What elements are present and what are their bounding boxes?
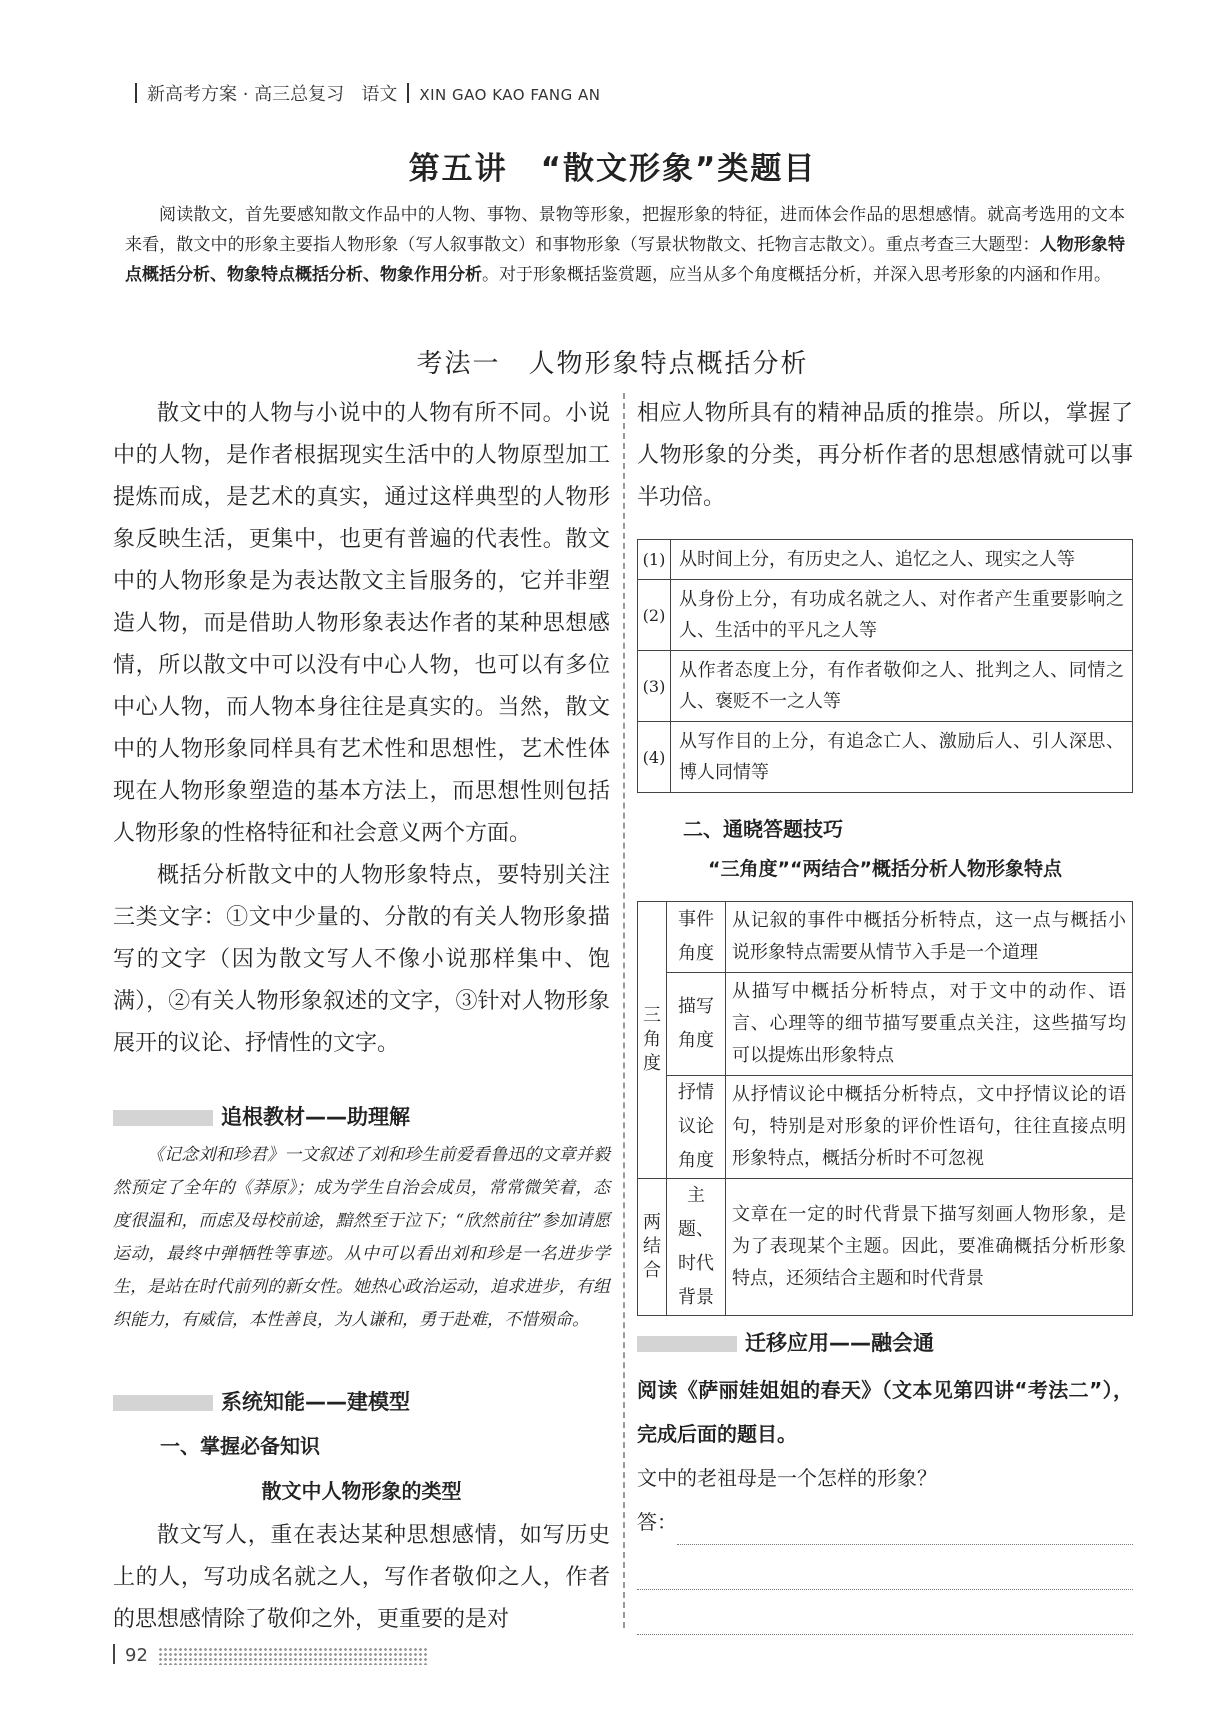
answer-label: 答： bbox=[637, 1510, 677, 1534]
angle-label: 抒情议论角度 bbox=[667, 1076, 726, 1179]
table-row bbox=[638, 722, 1133, 793]
footer-divider bbox=[113, 1644, 115, 1664]
left-para-2: 概括分析散文中的人物形象特点，要特别关注三类文字：①文中少量的、分散的有关人物形象描写的文字（因为散文写人不像小说那样集中、饱满），②有关人物形象叙述的文字，③针对人物形象展开的议论、抒情性的文字。 bbox=[113, 863, 610, 1056]
angle-text: 从描写中概括分析特点，对于文中的动作、语言、心理等的细节描写要重点关注，这些描写均可以提炼出形象特点 bbox=[726, 973, 1133, 1076]
answer-line[interactable] bbox=[677, 1500, 1133, 1545]
header-divider bbox=[407, 83, 409, 103]
note-text: 《记念刘和珍君》一文叙述了刘和珍生前爱看鲁迅的文章并毅然预定了全年的《莽原》；成为学生自治会成员，常常微笑着，态度很温和，而虑及母校前途，黯然至于泣下；“欣然前往”参加请愿运动，最终中弹牺牲等事迹。从中可以看出刘和珍是一名进步学生，是站在时代前列的新女性。她热心政治运动，追求进步，有组织能力，有威信，本性善良，为人谦和，勇于赴难，不惜殒命。 bbox=[113, 1145, 610, 1330]
group-label: 两结合 bbox=[638, 1179, 667, 1316]
banner-bar bbox=[113, 1395, 213, 1411]
group-label: 三角度 bbox=[638, 902, 667, 1179]
subheading-angles: “三角度”“两结合”概括分析人物形象特点 bbox=[708, 858, 1062, 880]
row-number: (4) bbox=[638, 722, 671, 793]
running-header bbox=[125, 80, 600, 106]
textbook-note bbox=[113, 1139, 610, 1337]
answer-line[interactable] bbox=[637, 1545, 1133, 1590]
angle-text: 从抒情议论中概括分析特点，文中抒情议论的语句，特别是对形象的评价性语句，往往直接点明形象特点，概括分析时不可忽视 bbox=[726, 1076, 1133, 1179]
exercise-question: 文中的老祖母是一个怎样的形象？ bbox=[637, 1466, 937, 1490]
banner-label: 系统知能——建模型 bbox=[221, 1390, 410, 1414]
left-para-1: 散文中的人物与小说中的人物有所不同。小说中的人物，是作者根据现实生活中的人物原型加工提炼而成，是艺术的真实，通过这样典型的人物形象反映生活，更集中，也更有普遍的代表性。散文中的人物形象是为表达散文主旨服务的，它并非塑造人物，而是借助人物形象表达作者的某种思想感情，所以散文中可以没有中心人物，也可以有多位中心人物，而人物本身往往是真实的。当然，散文中的人物形象同样具有艺术性和思想性，艺术性体现在人物形象塑造的基本方法上，而思想性则包括人物形象的性格特征和社会意义两个方面。 bbox=[113, 401, 610, 846]
row-number: (2) bbox=[638, 580, 671, 651]
angle-label: 描写角度 bbox=[667, 973, 726, 1076]
intro-paragraph bbox=[125, 200, 1125, 290]
angle-label: 主题、时代背景 bbox=[667, 1179, 726, 1316]
table-row bbox=[638, 973, 1133, 1076]
exercise bbox=[637, 1368, 1133, 1635]
subheading-skills: 二、通晓答题技巧 bbox=[683, 817, 843, 841]
table-row bbox=[638, 651, 1133, 722]
banner-bar bbox=[637, 1336, 737, 1352]
left-para-3-wrap bbox=[113, 1515, 610, 1641]
angle-text: 从记叙的事件中概括分析特点，这一点与概括小说形象特点需要从情节入手是一个道理 bbox=[726, 902, 1133, 973]
row-text: 从作者态度上分，有作者敬仰之人、批判之人、同情之人、褒贬不一之人等 bbox=[671, 651, 1133, 722]
types-table bbox=[637, 539, 1133, 793]
subheading-knowledge: 一、掌握必备知识 bbox=[160, 1434, 320, 1458]
left-para-3: 散文写人，重在表达某种思想感情，如写历史上的人，写功成名就之人，写作者敬仰之人，作者的思想感情除了敬仰之外，更重要的是对 bbox=[113, 1523, 610, 1632]
page-footer bbox=[113, 1644, 428, 1666]
banner-textbook bbox=[113, 1101, 410, 1131]
section-title: 考法一 人物形象特点概括分析 bbox=[416, 349, 809, 379]
footer-dot-pattern bbox=[158, 1647, 428, 1665]
table-row bbox=[638, 580, 1133, 651]
table-row bbox=[638, 1076, 1133, 1179]
intro-bold: 人物形象特点概括分析、物象特点概括分析、物象作用分析 bbox=[125, 235, 1126, 285]
answer-line[interactable] bbox=[637, 1590, 1133, 1635]
banner-system bbox=[113, 1386, 410, 1416]
page-title: 第五讲 “散文形象”类题目 bbox=[408, 151, 817, 187]
row-text: 从时间上分，有历史之人、追忆之人、现实之人等 bbox=[671, 540, 1133, 580]
header-series: 新高考方案 · 高三总复习 bbox=[147, 84, 345, 105]
row-text: 从身份上分，有功成名就之人、对作者产生重要影响之人、生活中的平凡之人等 bbox=[671, 580, 1133, 651]
header-english: XIN GAO KAO FANG AN bbox=[419, 86, 601, 104]
banner-transfer bbox=[637, 1327, 934, 1357]
answer-row bbox=[637, 1500, 1133, 1545]
right-para-1: 相应人物所具有的精神品质的推崇。所以，掌握了人物形象的分类，再分析作者的思想感情就可以事半功倍。 bbox=[637, 401, 1133, 510]
banner-bar bbox=[113, 1110, 213, 1126]
subheading-types: 散文中人物形象的类型 bbox=[261, 1479, 462, 1503]
banner-label: 追根教材——助理解 bbox=[221, 1105, 410, 1129]
left-column bbox=[113, 393, 610, 1065]
techniques-table bbox=[637, 901, 1133, 1316]
header-divider bbox=[135, 83, 137, 103]
angle-label: 事件角度 bbox=[667, 902, 726, 973]
header-subject: 语文 bbox=[361, 84, 398, 105]
column-divider bbox=[623, 393, 625, 1628]
angle-text: 文章在一定的时代背景下描写刻画人物形象，是为了表现某个主题。因此，要准确概括分析形象特点，还须结合主题和时代背景 bbox=[726, 1179, 1133, 1316]
intro-text: 阅读散文，首先要感知散文作品中的人物、事物、景物等形象，把握形象的特征，进而体会作品的思想感情。就高考选用的文本来看，散文中的形象主要指人物形象（写人叙事散文）和事物形象（写景状物散文、托物言志散文）。重点考查三大题型： bbox=[125, 205, 1125, 255]
page-number: 92 bbox=[125, 1645, 148, 1666]
table-row bbox=[638, 1179, 1133, 1316]
banner-label: 迁移应用——融会通 bbox=[745, 1331, 934, 1355]
exercise-task: 阅读《萨丽娃姐姐的春天》（文本见第四讲“考法二”），完成后面的题目。 bbox=[637, 1378, 1133, 1446]
table-row bbox=[638, 902, 1133, 973]
row-number: (3) bbox=[638, 651, 671, 722]
row-number: (1) bbox=[638, 540, 671, 580]
table-row bbox=[638, 540, 1133, 580]
right-column bbox=[637, 393, 1133, 1316]
row-text: 从写作目的上分，有追念亡人、激励后人、引人深思、博人同情等 bbox=[671, 722, 1133, 793]
intro-text-end: 。对于形象概括鉴赏题，应当从多个角度概括分析，并深入思考形象的内涵和作用。 bbox=[482, 265, 1111, 285]
